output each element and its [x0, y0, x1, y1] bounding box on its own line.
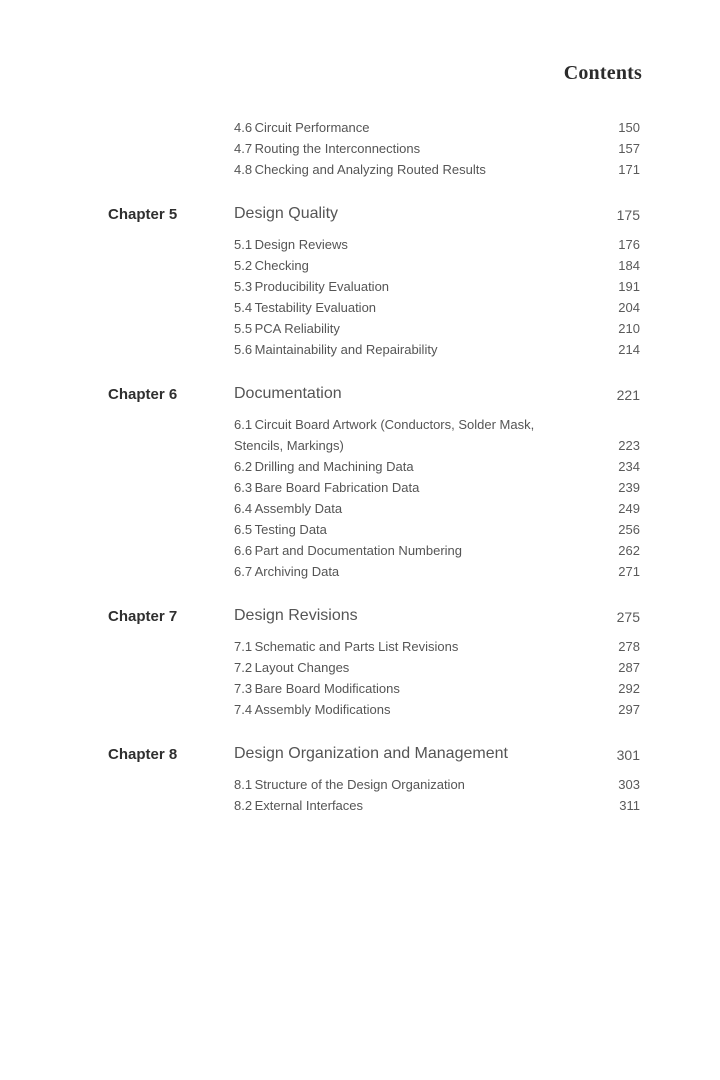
entry-page-number: 214	[618, 342, 640, 357]
entry-title: PCA Reliability	[254, 321, 340, 336]
entry-number: 5.6	[234, 342, 253, 357]
toc-entry[interactable]	[234, 114, 640, 135]
entry-number: 4.8	[234, 162, 253, 177]
chapter-label: Chapter 8	[108, 746, 178, 763]
entry-number: 7.3	[234, 681, 253, 696]
toc-section	[108, 729, 640, 813]
entry-page-number: 184	[618, 258, 640, 273]
toc-entry[interactable]	[234, 315, 640, 336]
entry-number: 7.1	[234, 639, 253, 654]
entry-title: Circuit Board Artwork (Conductors, Solder Mask,	[254, 417, 535, 432]
toc-entry[interactable]	[234, 273, 640, 294]
toc-entry[interactable]	[234, 792, 640, 813]
entry-number: 6.2	[234, 459, 253, 474]
entry-page-number: 292	[618, 681, 640, 696]
entry-page-number: 171	[618, 162, 640, 177]
entry-number: 5.4	[234, 300, 253, 315]
entry-number: 6.6	[234, 543, 253, 558]
toc-section	[108, 591, 640, 717]
entry-number: 8.2	[234, 798, 253, 813]
entry-title: Archiving Data	[254, 564, 340, 579]
entry-title: Structure of the Design Organization	[254, 777, 465, 792]
entry-page-number: 278	[618, 639, 640, 654]
entry-page-number: 176	[618, 237, 640, 252]
entry-page-number: 223	[618, 438, 640, 453]
toc-entry[interactable]	[234, 495, 640, 516]
toc-section	[108, 189, 640, 357]
entry-title: Drilling and Machining Data	[254, 459, 414, 474]
entry-title: Circuit Performance	[254, 120, 370, 135]
toc-entry[interactable]	[234, 252, 640, 273]
entry-title: Producibility Evaluation	[254, 279, 390, 294]
chapter-title: Design Organization and Management	[234, 745, 508, 762]
toc-entry[interactable]	[234, 558, 640, 579]
toc-entry[interactable]	[234, 633, 640, 654]
chapter-page-number: 221	[616, 387, 640, 403]
chapter-label: Chapter 5	[108, 206, 178, 223]
entry-page-number: 262	[618, 543, 640, 558]
entry-number: 5.5	[234, 321, 253, 336]
entry-title: Bare Board Modifications	[254, 681, 400, 696]
entry-page-number: 191	[618, 279, 640, 294]
toc-entry[interactable]	[234, 696, 640, 717]
chapter-heading[interactable]	[108, 729, 640, 763]
entry-page-number: 157	[618, 141, 640, 156]
toc-entry[interactable]	[234, 411, 640, 432]
entry-page-number: 204	[618, 300, 640, 315]
chapter-heading[interactable]	[108, 189, 640, 223]
chapter-label: Chapter 6	[108, 386, 178, 403]
chapter-page-number: 301	[616, 747, 640, 763]
entry-page-number: 303	[618, 777, 640, 792]
toc-entry[interactable]	[234, 432, 640, 453]
entry-page-number: 311	[619, 798, 640, 813]
toc-entry[interactable]	[234, 654, 640, 675]
entry-number: 6.7	[234, 564, 253, 579]
chapter-page-number: 275	[616, 609, 640, 625]
chapter-title: Documentation	[234, 385, 342, 402]
entry-page-number: 297	[618, 702, 640, 717]
entry-page-number: 271	[618, 564, 640, 579]
entry-title: Stencils, Markings)	[234, 438, 344, 453]
toc-entry[interactable]	[234, 294, 640, 315]
entry-title: Schematic and Parts List Revisions	[254, 639, 459, 654]
chapter-title: Design Quality	[234, 205, 339, 222]
chapter-heading[interactable]	[108, 591, 640, 625]
entry-title: Checking	[254, 258, 309, 273]
entry-page-number: 210	[618, 321, 640, 336]
entry-title: Testability Evaluation	[254, 300, 377, 315]
toc-entry[interactable]	[234, 516, 640, 537]
toc-section	[108, 369, 640, 579]
entry-number: 6.5	[234, 522, 253, 537]
entry-number: 4.6	[234, 120, 253, 135]
page-title: Contents	[563, 62, 642, 84]
entry-title: Assembly Modifications	[254, 702, 391, 717]
chapter-heading[interactable]	[108, 369, 640, 403]
entry-page-number: 150	[618, 120, 640, 135]
chapter-title: Design Revisions	[234, 607, 358, 624]
chapter-page-number: 175	[616, 207, 640, 223]
entry-page-number: 234	[618, 459, 640, 474]
toc-entry[interactable]	[234, 675, 640, 696]
chapter-label: Chapter 7	[108, 608, 178, 625]
toc-entry[interactable]	[234, 453, 640, 474]
toc-entry[interactable]	[234, 537, 640, 558]
entry-title: Checking and Analyzing Routed Results	[254, 162, 486, 177]
entry-number: 5.1	[234, 237, 253, 252]
entry-number: 5.3	[234, 279, 253, 294]
toc-entry[interactable]	[234, 135, 640, 156]
toc-entry[interactable]	[234, 156, 640, 177]
entry-title: Routing the Interconnections	[254, 141, 421, 156]
entry-number: 4.7	[234, 141, 253, 156]
entry-title: Testing Data	[254, 522, 327, 537]
table-of-contents	[108, 114, 640, 825]
toc-entry[interactable]	[234, 231, 640, 252]
entry-number: 5.2	[234, 258, 253, 273]
entry-number: 7.4	[234, 702, 253, 717]
entry-number: 6.4	[234, 501, 253, 516]
entry-title: Design Reviews	[254, 237, 348, 252]
entry-title: Bare Board Fabrication Data	[254, 480, 420, 495]
toc-entry[interactable]	[234, 474, 640, 495]
entry-title: Maintainability and Repairability	[254, 342, 438, 357]
entry-title: Part and Documentation Numbering	[254, 543, 463, 558]
entry-page-number: 287	[618, 660, 640, 675]
entry-page-number: 239	[618, 480, 640, 495]
entry-number: 7.2	[234, 660, 253, 675]
entry-page-number: 249	[618, 501, 640, 516]
entry-page-number: 256	[618, 522, 640, 537]
entry-title: External Interfaces	[254, 798, 364, 813]
entry-title: Layout Changes	[254, 660, 350, 675]
entry-number: 6.1	[234, 417, 253, 432]
toc-section	[108, 114, 640, 177]
entry-title: Assembly Data	[254, 501, 343, 516]
entry-number: 6.3	[234, 480, 253, 495]
toc-entry[interactable]	[234, 336, 640, 357]
entry-number: 8.1	[234, 777, 253, 792]
toc-entry[interactable]	[234, 771, 640, 792]
